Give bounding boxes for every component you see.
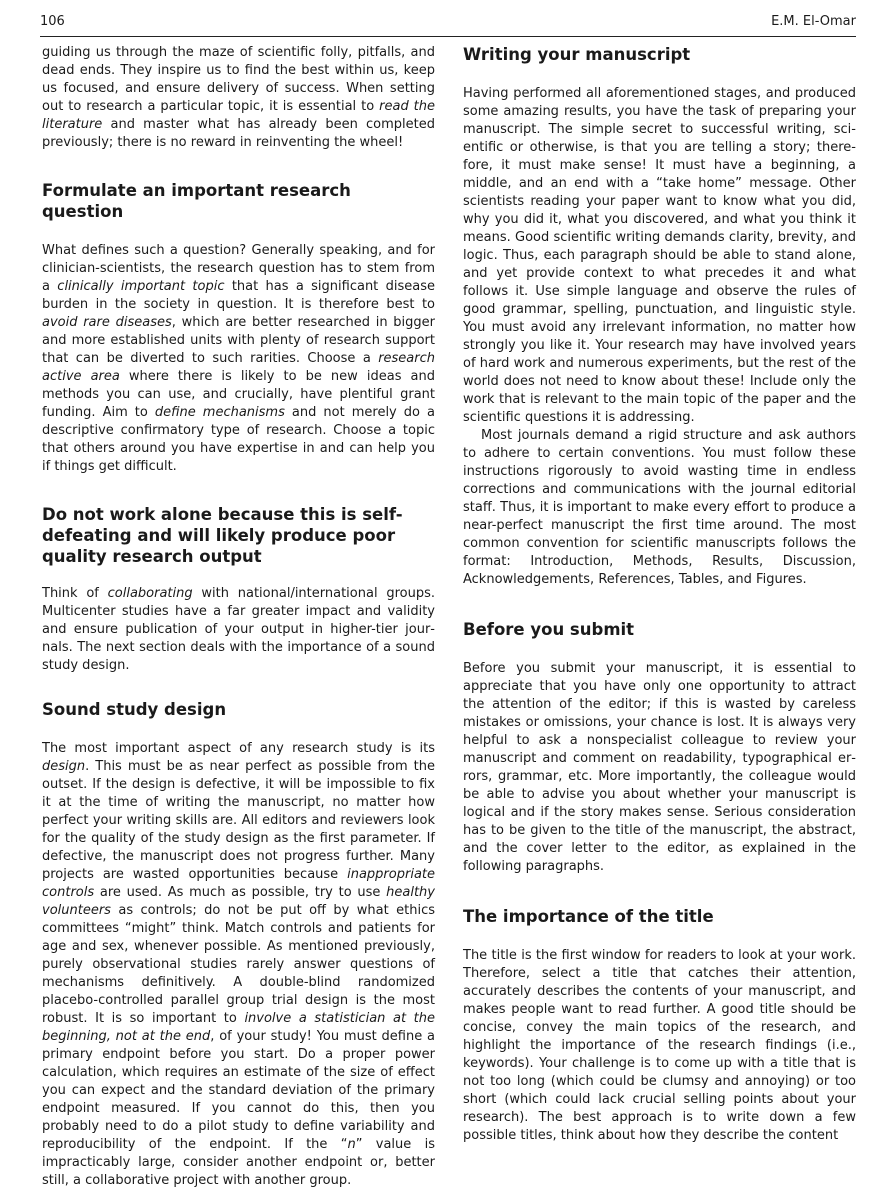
left-column xyxy=(42,44,435,1190)
section-heading-submit: Before you submit xyxy=(463,620,635,639)
writing-paragraph-1: Having performed all aforementioned stages, and produced some amazing results, you have the task of preparing your manuscript. The simple secret to successful writing, scientific or otherwise, is that you are telling a story; therefore, it must make sense! It must have a beginning, a middle, and an end with a “take home” message. Other scientists reading your paper want to know what you did, why you did it, what you discovered, and what you think it means. Good scientific writing demands clarity, brevity, and logic. Thus, each paragraph should be able to stand alone, and yet provide context to what precedes it and what follows it. Use simple language and observe the rules of good grammar, spelling, punctuation, and linguistic style. You must avoid any irrelevant information, no matter how strongly you like it. Your research may have involved years of hard work and numerous experiments, but the rest of the world does not need to know about these! Include only the work that is relevant to the main topic of the paper and the scientific questions it is addressing. xyxy=(463,86,856,425)
running-head xyxy=(40,12,856,37)
section-heading-collaborate: Do not work alone because this is self-defeating and will likely produce poor quality research output xyxy=(42,505,403,566)
section-heading-design: Sound study design xyxy=(42,700,227,719)
running-head-author: E.M. El-Omar xyxy=(771,14,856,29)
right-column xyxy=(463,44,856,1145)
title-paragraph: The title is the first window for readers to look at your work. Therefore, select a title that catches their attention, accurately describes the contents of your manuscript, and makes people want to read further. A good title should be concise, convey the main topics of the research, and highlight the importance of the research findings (i.e., keywords). Your challenge is to come up with a title that is not too long (which could be clumsy and annoying) or too short (which could lack crucial selling points about your research). The best approach is to write down a few possible titles, think about how they describe the content xyxy=(463,948,856,1143)
submit-paragraph: Before you submit your manuscript, it is essential to appreciate that you have only one opportunity to attract the attention of the editor; if this is wasted by careless mistakes or omissions, your chance is lost. It is always very helpful to ask a nonspecialist colleague to review your manuscript and comment on readability, typographical errors, grammar, etc. More importantly, the colleague would be able to advise you about whether your manuscript is logical and if the story makes sense. Serious consideration has to be given to the title of the manuscript, the abstract, and the cover letter to the editor, as explained in the following paragraphs. xyxy=(463,661,856,874)
formulate-paragraph: What defines such a question? Generally speaking, and for clinician-scientists, the research question has to stem from a clinically important topic that has a significant disease burden in the society in question. It is therefore best to avoid rare diseases, which are better researched in bigger and more established units with plenty of research support that can be diverted to such rarities. Choose a research active area where there is likely to be new ideas and methods you can use, and crucially, have plentiful grant funding. Aim to define mechanisms and not merely do a descriptive confirmatory type of research. Choose a topic that others around you have expertise in and can help you if things get difficult. xyxy=(42,243,435,474)
section-heading-writing: Writing your manuscript xyxy=(463,45,691,64)
intro-paragraph: guiding us through the maze of scientific folly, pitfalls, and dead ends. They inspire us to find the best within us, keep us focused, and ensure delivery of success. When setting out to research a particular topic, it is essential to read the literature and master what has already been completed previously; there is no reward in reinventing the wheel! xyxy=(42,45,435,150)
section-heading-formulate: Formulate an important research question xyxy=(42,181,351,221)
writing-paragraph-2: Most journals demand a rigid structure and ask authors to adhere to certain conventions. You must follow these instructions rigorously to avoid wasting time in endless corrections and communications with the journal editorial staff. Thus, it is important to make every effort to produce a near-perfect manuscript the first time around. The most common convention for scientific manuscripts follows the format: Introduction, Methods, Results, Discussion, Acknowledgements, References, Tables, and Figures. xyxy=(463,428,856,587)
design-paragraph: The most important aspect of any research study is its design. This must be as near perfect as possible from the outset. If the design is defective, it will be impossible to fix it at the time of writing the manuscript, no matter how perfect your writing skills are. All editors and reviewers look for the quality of the study design as the first parameter. If defective, the manuscript does not progress further. Many projects are wasted opportunities because inappropriate controls are used. As much as possible, try to use healthy volunteers as controls; do not be put off by what ethics committees “might” think. Match controls and patients for age and sex, whenever possible. As mentioned previously, purely observational studies rarely answer questions of mechanisms definitively. A double-blind randomized placebo-controlled parallel group trial design is the most robust. It is so important to involve a statistician at the beginning, not at the end, of your study! You must define a primary endpoint before you start. Do a proper power calculation, which requires an estimate of the size of effect you can expect and the standard deviation of the primary endpoint measured. If you cannot do this, then you probably need to do a pilot study to define variability and reproducibility of the endpoint. If the “n” value is impracticably large, consider another endpoint or, better still, a collaborative project with another group. xyxy=(42,741,435,1188)
collaborate-paragraph: Think of collaborating with national/international groups. Multicenter studies have a far greater impact and validity and ensure publication of your output in higher-tier journals. The next section deals with the importance of a sound study design. xyxy=(42,586,435,673)
section-heading-title: The importance of the title xyxy=(463,907,714,926)
page-number: 106 xyxy=(40,14,65,29)
